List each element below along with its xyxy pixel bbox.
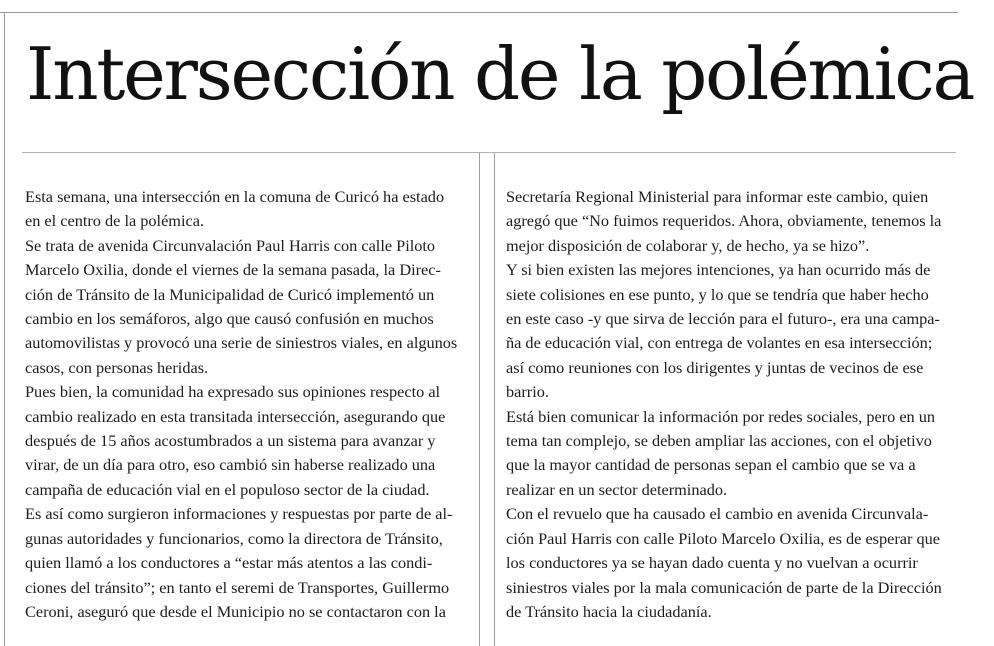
text-line: ciones del tránsito”; en tanto el seremi de Transportes, Guillermo <box>25 577 450 597</box>
text-line: de Tránsito hacia la ciudadanía. <box>506 601 712 621</box>
column-divider <box>494 153 495 646</box>
text-line: después de 15 años acostumbrados a un sistema para avanzar y <box>25 431 436 451</box>
text-line: ción Paul Harris con calle Piloto Marcelo Oxilia, es de esperar que <box>506 528 941 548</box>
text-line: agregó que “No fuimos requeridos. Ahora, obviamente, tenemos la <box>506 211 942 231</box>
text-line: Secretaría Regional Ministerial para informar este cambio, quien <box>506 187 929 206</box>
text-line: Y si bien existen las mejores intenciones, ya han ocurrido más de <box>506 260 931 280</box>
text-line: virar, de un día para otro, eso cambió sin haberse realizado una <box>25 455 436 475</box>
text-line: en el centro de la polémica. <box>25 211 205 231</box>
text-line: Está bien comunicar la información por redes sociales, pero en un <box>506 406 936 426</box>
headline: Intersección de la polémica <box>26 32 974 116</box>
text-line: Pues bien, la comunidad ha expresado sus opiniones respecto al <box>25 382 441 402</box>
text-line: Ceroni, aseguró que desde el Municipio no se contactaron con la <box>25 601 446 621</box>
text-line: tema tan complejo, se deben ampliar las acciones, con el objetivo <box>506 431 932 451</box>
text-line: siniestros viales por la mala comunicación de parte de la Dirección <box>506 577 942 597</box>
text-line: Se trata de avenida Circunvalación Paul Harris con calle Piloto <box>25 235 436 255</box>
headline-rule <box>22 152 956 153</box>
text-line: realizar en un sector determinado. <box>506 479 728 499</box>
article-column-right <box>506 185 961 624</box>
text-line: gunas autoridades y funcionarios, como la directora de Tránsito, <box>25 528 443 548</box>
text-line: campaña de educación vial en el populoso sector de la ciudad. <box>25 479 430 499</box>
text-line: ción de Tránsito de la Municipalidad de Curicó implementó un <box>25 284 435 304</box>
text-line: siete colisiones en ese punto, y lo que se tendría que haber hecho <box>506 284 929 304</box>
page-left-edge <box>4 12 5 646</box>
text-line: que la mayor cantidad de personas sepan el cambio que se va a <box>506 455 916 475</box>
text-line: Es así como surgieron informaciones y respuestas por parte de al- <box>25 504 453 524</box>
text-line: los conductores ya se hayan dado cuenta y no vuelvan a ocurrir <box>506 553 918 573</box>
text-line: barrio. <box>506 382 549 402</box>
text-line: Marcelo Oxilia, donde el viernes de la semana pasada, la Direc- <box>25 260 441 280</box>
text-line: quien llamó a los conductores a “estar más atentos a las condi- <box>25 553 433 573</box>
text-line: Con el revuelo que ha causado el cambio en avenida Circunvala- <box>506 504 929 524</box>
text-line: así como reuniones con los dirigentes y juntas de vecinos de ese <box>506 357 924 377</box>
top-rule <box>0 12 958 13</box>
text-line: Esta semana, una intersección en la comuna de Curicó ha estado <box>25 187 445 206</box>
text-line: casos, con personas heridas. <box>25 357 209 377</box>
text-line: ña de educación vial, con entrega de volantes en esa intersección; <box>506 333 933 353</box>
text-line: cambio realizado en esta transitada intersección, asegurando que <box>25 406 446 426</box>
text-line: automovilistas y provocó una serie de siniestros viales, en algunos <box>25 333 458 353</box>
text-line: mejor disposición de colaborar y, de hecho, ya se hizo”. <box>506 235 870 255</box>
text-line: en este caso -y que sirva de lección para el futuro-, era una campa- <box>506 309 940 329</box>
article-column-left <box>25 185 480 624</box>
text-line: cambio en los semáforos, algo que causó confusión en muchos <box>25 309 434 329</box>
